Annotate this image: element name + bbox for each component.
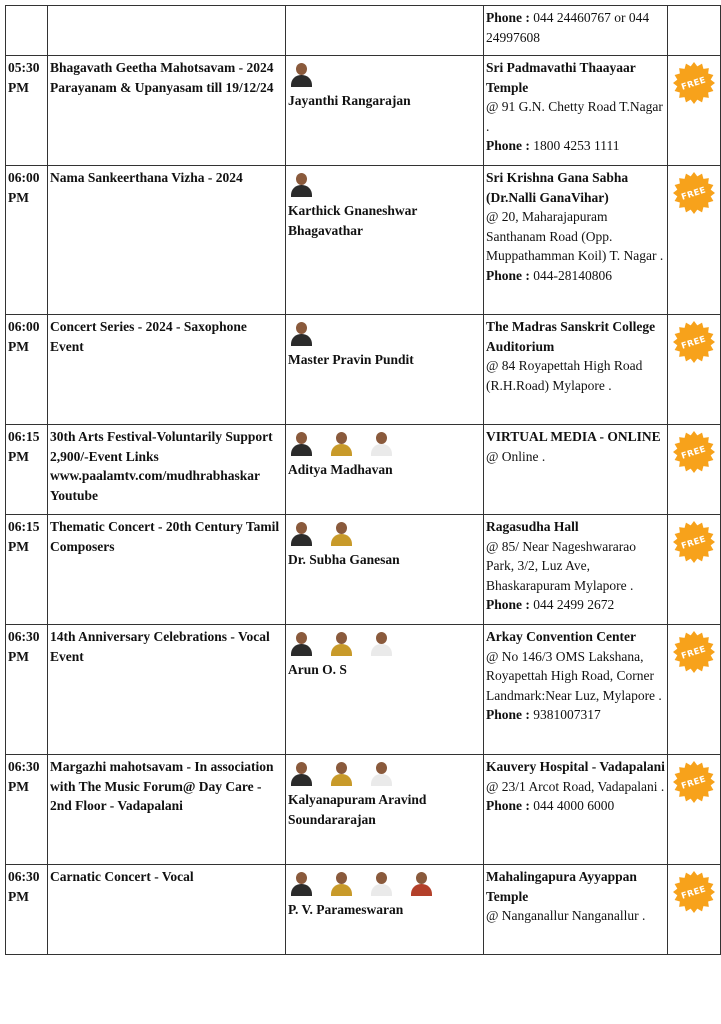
venue-cell <box>484 425 668 515</box>
phone-label: Phone : <box>486 138 534 153</box>
free-badge <box>672 520 716 564</box>
free-badge-label: FREE <box>680 444 708 462</box>
artist-name[interactable]: Master Pravin Pundit <box>288 352 414 367</box>
free-badge-label: FREE <box>680 774 708 792</box>
artist-cell <box>286 625 484 755</box>
free-badge <box>672 630 716 674</box>
artist-photo[interactable] <box>328 518 355 546</box>
venue-name[interactable]: Kauvery Hospital - Vadapalani <box>486 759 665 774</box>
time-cell <box>6 755 48 865</box>
table-row-partial <box>6 6 721 56</box>
phone-label: Phone : <box>486 798 534 813</box>
table-row <box>6 865 721 955</box>
title-cell <box>48 865 286 955</box>
artist-photo[interactable] <box>368 628 395 656</box>
title-cell <box>48 6 286 56</box>
artist-name[interactable]: Dr. Subha Ganesan <box>288 552 400 567</box>
free-badge-label: FREE <box>680 644 708 662</box>
free-badge <box>672 61 716 105</box>
artist-photos <box>288 518 481 548</box>
event-time: 06:00 PM <box>8 170 40 205</box>
artist-photo[interactable] <box>328 428 355 456</box>
time-cell <box>6 166 48 315</box>
event-title[interactable]: 30th Arts Festival-Voluntarily Support 2,900/-Event Links www.paalamtv.com/mudhrabhaskar Youtube <box>50 429 273 503</box>
artist-cell <box>286 315 484 425</box>
event-time: 06:30 PM <box>8 759 40 794</box>
time-cell <box>6 56 48 166</box>
table-row <box>6 425 721 515</box>
artist-photo[interactable] <box>288 318 315 346</box>
artist-photo[interactable] <box>368 758 395 786</box>
artist-name[interactable]: Jayanthi Rangarajan <box>288 93 411 108</box>
event-time: 06:15 PM <box>8 519 40 554</box>
badge-cell <box>668 865 721 955</box>
artist-photos <box>288 758 481 788</box>
free-badge <box>672 760 716 804</box>
artist-name[interactable]: Aditya Madhavan <box>288 462 393 477</box>
free-badge <box>672 171 716 215</box>
artist-name[interactable]: Arun O. S <box>288 662 347 677</box>
title-cell <box>48 56 286 166</box>
venue-name[interactable]: Ragasudha Hall <box>486 519 579 534</box>
event-title[interactable]: Bhagavath Geetha Mahotsavam - 2024 Parayanam & Upanyasam till 19/12/24 <box>50 60 274 95</box>
event-time: 06:00 PM <box>8 319 40 354</box>
phone-value[interactable]: 044 4000 6000 <box>533 798 615 813</box>
table-row <box>6 755 721 865</box>
venue-cell <box>484 56 668 166</box>
artist-photos <box>288 318 481 348</box>
artist-photos <box>288 59 481 89</box>
artist-photos <box>288 428 481 458</box>
artist-photos <box>288 169 481 199</box>
artist-photo[interactable] <box>408 868 435 896</box>
time-cell <box>6 315 48 425</box>
venue-name[interactable]: The Madras Sanskrit College Auditorium <box>486 319 656 354</box>
time-cell <box>6 625 48 755</box>
artist-photo[interactable] <box>328 628 355 656</box>
artist-photo[interactable] <box>288 59 315 87</box>
badge-cell <box>668 425 721 515</box>
artist-photo[interactable] <box>288 169 315 197</box>
artist-cell <box>286 515 484 625</box>
title-cell <box>48 755 286 865</box>
phone-value[interactable]: 044 2499 2672 <box>533 597 615 612</box>
event-title[interactable]: Margazhi mahotsavam - In association with The Music Forum@ Day Care - 2nd Floor - Vadapalani <box>50 759 274 813</box>
venue-address: @ 20, Maharajapuram Santhanam Road (Opp. Muppathamman Koil) T. Nagar . <box>486 209 664 263</box>
venue-cell <box>484 625 668 755</box>
event-time: 06:30 PM <box>8 629 40 664</box>
event-title[interactable]: Carnatic Concert - Vocal <box>50 869 194 884</box>
artist-cell <box>286 865 484 955</box>
venue-cell <box>484 166 668 315</box>
artist-photos <box>288 628 481 658</box>
artist-photo[interactable] <box>288 518 315 546</box>
artist-photo[interactable] <box>368 428 395 456</box>
phone-label: Phone : <box>486 10 534 25</box>
venue-cell <box>484 515 668 625</box>
time-cell <box>6 6 48 56</box>
venue-cell <box>484 315 668 425</box>
title-cell <box>48 425 286 515</box>
free-badge-label: FREE <box>680 334 708 352</box>
artist-cell <box>286 166 484 315</box>
artist-cell <box>286 755 484 865</box>
free-badge-label: FREE <box>680 75 708 93</box>
phone-label: Phone : <box>486 267 534 283</box>
table-row <box>6 515 721 625</box>
venue-address: @ No 146/3 OMS Lakshana, Royapettah High Road, Corner Landmark:Near Luz, Mylapore . <box>486 648 662 703</box>
venue-name[interactable]: Sri Krishna Gana Sabha (Dr.Nalli GanaVihar) <box>486 170 629 205</box>
time-cell <box>6 425 48 515</box>
artist-cell <box>286 6 484 56</box>
venue-cell <box>484 755 668 865</box>
event-time: 06:30 PM <box>8 869 40 904</box>
artist-photo[interactable] <box>368 868 395 896</box>
badge-cell <box>668 515 721 625</box>
phone-value[interactable]: 044 24460767 or 044 24997608 <box>486 10 650 45</box>
free-badge-label: FREE <box>680 185 708 203</box>
event-title[interactable]: Thematic Concert - 20th Century Tamil Composers <box>50 519 280 554</box>
artist-photos <box>288 868 481 898</box>
phone-label: Phone : <box>486 597 534 612</box>
venue-name[interactable]: VIRTUAL MEDIA - ONLINE <box>486 429 661 444</box>
table-row <box>6 315 721 425</box>
artist-cell <box>286 425 484 515</box>
venue-cell <box>484 6 668 56</box>
events-table <box>5 5 721 955</box>
title-cell <box>48 315 286 425</box>
artist-photo[interactable] <box>288 758 315 786</box>
badge-cell <box>668 166 721 315</box>
badge-cell <box>668 315 721 425</box>
venue-name[interactable]: Mahalingapura Ayyappan Temple <box>486 869 637 904</box>
venue-address: @ Online . <box>486 448 546 464</box>
event-time: 06:15 PM <box>8 429 40 464</box>
badge-cell <box>668 56 721 166</box>
artist-photo[interactable] <box>288 628 315 656</box>
badge-cell <box>668 625 721 755</box>
venue-name[interactable]: Arkay Convention Center <box>486 629 636 644</box>
title-cell <box>48 515 286 625</box>
table-row <box>6 166 721 315</box>
badge-cell <box>668 6 721 56</box>
artist-name[interactable]: P. V. Parameswaran <box>288 902 404 917</box>
free-badge-label: FREE <box>680 884 708 902</box>
free-badge <box>672 870 716 914</box>
free-badge-label: FREE <box>680 534 708 552</box>
venue-address: @ 85/ Near Nageshwararao Park, 3/2, Luz Ave, Bhaskarapuram Mylapore . <box>486 538 636 593</box>
artist-photo[interactable] <box>328 868 355 896</box>
phone-label: Phone : <box>486 707 534 722</box>
free-badge <box>672 430 716 474</box>
title-cell <box>48 166 286 315</box>
event-time: 05:30 PM <box>8 60 40 95</box>
phone-value[interactable]: 044-28140806 <box>533 267 612 283</box>
phone-value[interactable]: 1800 4253 1111 <box>533 138 620 153</box>
artist-photo[interactable] <box>288 428 315 456</box>
phone-value[interactable]: 9381007317 <box>533 707 601 722</box>
venue-name[interactable]: Sri Padmavathi Thaayaar Temple <box>486 60 636 95</box>
artist-cell <box>286 56 484 166</box>
table-row <box>6 56 721 166</box>
title-cell <box>48 625 286 755</box>
artist-photo[interactable] <box>328 758 355 786</box>
badge-cell <box>668 755 721 865</box>
event-title[interactable]: Concert Series - 2024 - Saxophone Event <box>50 319 247 354</box>
venue-address: @ Nanganallur Nanganallur . <box>486 908 646 923</box>
artist-name[interactable]: Karthick Gnaneshwar Bhagavathar <box>288 203 418 238</box>
table-row <box>6 625 721 755</box>
venue-address: @ 91 G.N. Chetty Road T.Nagar . <box>486 99 663 134</box>
time-cell <box>6 865 48 955</box>
venue-cell <box>484 865 668 955</box>
venue-address: @ 23/1 Arcot Road, Vadapalani . <box>486 778 665 794</box>
time-cell <box>6 515 48 625</box>
venue-address: @ 84 Royapettah High Road (R.H.Road) Mylapore . <box>486 358 643 393</box>
artist-photo[interactable] <box>288 868 315 896</box>
event-title[interactable]: 14th Anniversary Celebrations - Vocal Event <box>50 629 270 664</box>
artist-name[interactable]: Kalyanapuram Aravind Soundararajan <box>288 792 427 827</box>
free-badge <box>672 320 716 364</box>
event-title[interactable]: Nama Sankeerthana Vizha - 2024 <box>50 170 243 185</box>
